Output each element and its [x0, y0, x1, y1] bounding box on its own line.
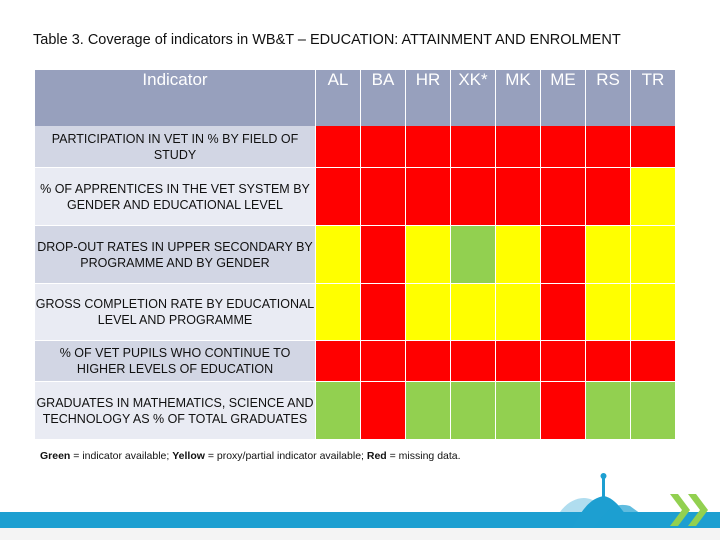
status-cell: [586, 168, 631, 226]
status-cell: [361, 126, 406, 168]
indicator-label: GRADUATES IN MATHEMATICS, SCIENCE AND TECHNOLOGY AS % OF TOTAL GRADUATES: [35, 382, 316, 440]
status-cell: [496, 226, 541, 284]
status-cell: [541, 226, 586, 284]
legend-green-text: = indicator available;: [70, 450, 173, 462]
status-cell: [541, 341, 586, 382]
status-cell: [451, 284, 496, 341]
status-cell: [361, 168, 406, 226]
status-cell: [361, 284, 406, 341]
status-cell: [496, 168, 541, 226]
indicator-header: Indicator: [35, 70, 316, 126]
footer-spire-tip: [601, 473, 607, 479]
status-cell: [316, 284, 361, 341]
status-cell: [361, 341, 406, 382]
status-cell: [496, 126, 541, 168]
status-cell: [451, 382, 496, 440]
status-cell: [496, 382, 541, 440]
table-row: [35, 168, 676, 226]
status-cell: [451, 341, 496, 382]
status-cell: [541, 284, 586, 341]
table-title: Table 3. Coverage of indicators in WB&T – EDUCATION: ATTAINMENT AND ENROLMENT: [33, 32, 621, 48]
status-cell: [496, 284, 541, 341]
table-row: [35, 284, 676, 341]
status-cell: [496, 341, 541, 382]
legend-yellow-text: = proxy/partial indicator available;: [204, 450, 367, 462]
status-cell: [361, 226, 406, 284]
table-row: [35, 126, 676, 168]
status-cell: [316, 126, 361, 168]
status-cell: [631, 284, 676, 341]
status-cell: [541, 126, 586, 168]
indicator-label: % OF VET PUPILS WHO CONTINUE TO HIGHER LEVELS OF EDUCATION: [35, 341, 316, 382]
status-cell: [406, 284, 451, 341]
country-header-rs: RS: [586, 70, 631, 126]
status-cell: [451, 226, 496, 284]
header-row: [35, 70, 676, 126]
double-chevron-right-icon: [670, 494, 708, 526]
status-cell: [586, 226, 631, 284]
status-cell: [316, 341, 361, 382]
indicator-label: PARTICIPATION IN VET IN % BY FIELD OF STUDY: [35, 126, 316, 168]
country-header-al: AL: [316, 70, 361, 126]
country-header-xk: XK*: [451, 70, 496, 126]
legend-red-word: Red: [366, 450, 387, 462]
status-cell: [406, 226, 451, 284]
legend-green-word: Green: [40, 450, 71, 462]
status-cell: [406, 341, 451, 382]
indicator-label: GROSS COMPLETION RATE BY EDUCATIONAL LEVEL AND PROGRAMME: [35, 284, 316, 341]
country-header-me: ME: [541, 70, 586, 126]
status-cell: [361, 382, 406, 440]
status-cell: [316, 168, 361, 226]
country-header-hr: HR: [406, 70, 451, 126]
indicator-label: DROP-OUT RATES IN UPPER SECONDARY BY PROGRAMME AND BY GENDER: [35, 226, 316, 284]
status-cell: [586, 284, 631, 341]
status-cell: [541, 382, 586, 440]
status-cell: [316, 226, 361, 284]
status-cell: [451, 168, 496, 226]
legend-yellow-word: Yellow: [172, 450, 205, 462]
status-cell: [586, 126, 631, 168]
table-row: [35, 382, 676, 440]
status-cell: [631, 168, 676, 226]
status-cell: [631, 382, 676, 440]
status-cell: [586, 382, 631, 440]
status-cell: [541, 168, 586, 226]
indicator-label: % OF APPRENTICES IN THE VET SYSTEM BY GENDER AND EDUCATIONAL LEVEL: [35, 168, 316, 226]
status-cell: [406, 382, 451, 440]
status-cell: [631, 341, 676, 382]
color-legend: [40, 450, 461, 462]
status-cell: [586, 341, 631, 382]
status-cell: [406, 126, 451, 168]
footer-logo: [560, 462, 720, 540]
coverage-table: [35, 70, 676, 440]
status-cell: [406, 168, 451, 226]
country-header-ba: BA: [361, 70, 406, 126]
status-cell: [631, 126, 676, 168]
table-row: [35, 341, 676, 382]
footer-spire: [602, 476, 605, 500]
country-header-mk: MK: [496, 70, 541, 126]
status-cell: [451, 126, 496, 168]
status-cell: [631, 226, 676, 284]
table-row: [35, 226, 676, 284]
country-header-tr: TR: [631, 70, 676, 126]
legend-red-text: = missing data.: [386, 450, 461, 462]
status-cell: [316, 382, 361, 440]
